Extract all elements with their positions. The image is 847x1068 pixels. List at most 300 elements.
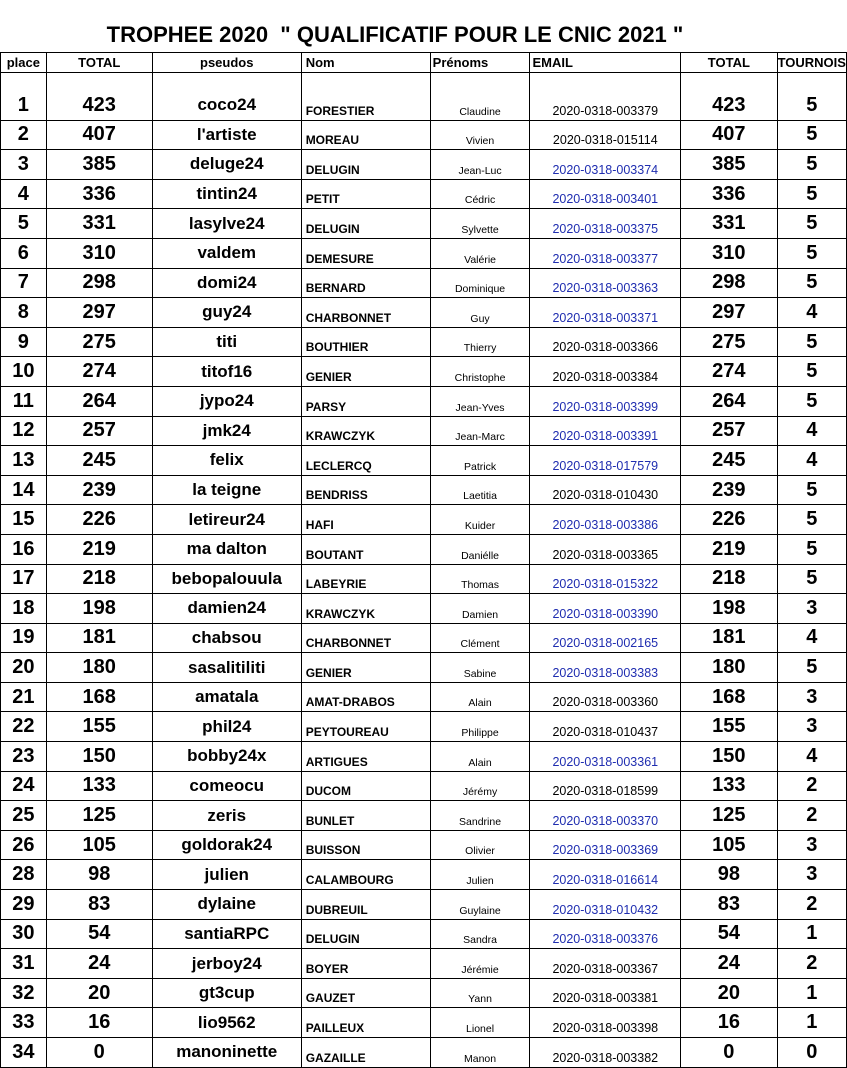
nom-cell: BUISSON [301,830,430,860]
email-cell: 2020-0318-015322 [530,564,681,594]
page-title: TROPHEE 2020 " QUALIFICATIF POUR LE CNIC 2021 " [106,22,684,47]
email-cell: 2020-0318-003399 [530,386,681,416]
total-2-cell: 310 [681,238,777,268]
tournois-cell: 3 [777,682,846,712]
total-cell: 54 [46,919,152,949]
tournois-cell: 5 [777,534,846,564]
prenom-cell: Laetitia [430,475,530,505]
total-2-cell: 274 [681,357,777,387]
table-row [1,742,847,772]
prenom-cell: Clément [430,623,530,653]
pseudo-cell: gt3cup [152,978,301,1008]
email-cell: 2020-0318-003375 [530,209,681,239]
place-cell: 21 [1,682,47,712]
email-cell: 2020-0318-003390 [530,594,681,624]
pseudo-cell: manoninette [152,1038,301,1068]
place-cell: 22 [1,712,47,742]
nom-cell: LECLERCQ [301,446,430,476]
pseudo-cell: damien24 [152,594,301,624]
total-2-cell: 133 [681,771,777,801]
prenom-cell: Guy [430,298,530,328]
spacer-cell [301,73,430,92]
table-row [1,860,847,890]
email-cell: 2020-0318-003398 [530,1008,681,1038]
prenom-cell: Jean-Yves [430,386,530,416]
nom-cell: CALAMBOURG [301,860,430,890]
place-cell: 2 [1,120,47,150]
tournois-cell: 4 [777,298,846,328]
prenom-cell: Philippe [430,712,530,742]
table-body [1,91,847,1067]
nom-cell: DUCOM [301,771,430,801]
table-row [1,238,847,268]
pseudo-cell: la teigne [152,475,301,505]
table-row [1,653,847,683]
prenom-cell: Dominique [430,268,530,298]
place-cell: 29 [1,890,47,920]
pseudo-cell: goldorak24 [152,830,301,860]
header-prenoms: Prénoms [430,53,530,73]
total-2-cell: 219 [681,534,777,564]
place-cell: 13 [1,446,47,476]
pseudo-cell: comeocu [152,771,301,801]
nom-cell: GAUZET [301,978,430,1008]
prenom-cell: Sylvette [430,209,530,239]
header-place: place [1,53,47,73]
tournois-cell: 4 [777,446,846,476]
nom-cell: BERNARD [301,268,430,298]
email-cell: 2020-0318-003367 [530,949,681,979]
email-cell: 2020-0318-003386 [530,505,681,535]
total-2-cell: 257 [681,416,777,446]
place-cell: 32 [1,978,47,1008]
total-2-cell: 297 [681,298,777,328]
table-row [1,416,847,446]
prenom-cell: Guylaine [430,890,530,920]
total-2-cell: 98 [681,860,777,890]
total-2-cell: 24 [681,949,777,979]
place-cell: 15 [1,505,47,535]
total-cell: 310 [46,238,152,268]
table-row [1,120,847,150]
nom-cell: GAZAILLE [301,1038,430,1068]
nom-cell: PEYTOUREAU [301,712,430,742]
table-row [1,830,847,860]
header-total-2: TOTAL [681,53,777,73]
place-cell: 31 [1,949,47,979]
tournois-cell: 2 [777,801,846,831]
total-cell: 274 [46,357,152,387]
pseudo-cell: titof16 [152,357,301,387]
nom-cell: ARTIGUES [301,742,430,772]
nom-cell: PAILLEUX [301,1008,430,1038]
pseudo-cell: phil24 [152,712,301,742]
prenom-cell: Alain [430,682,530,712]
table-row [1,771,847,801]
prenom-cell: Julien [430,860,530,890]
nom-cell: AMAT-DRABOS [301,682,430,712]
total-cell: 331 [46,209,152,239]
total-cell: 336 [46,179,152,209]
total-cell: 180 [46,653,152,683]
total-cell: 125 [46,801,152,831]
tournois-cell: 5 [777,120,846,150]
email-cell: 2020-0318-018599 [530,771,681,801]
place-cell: 18 [1,594,47,624]
nom-cell: CHARBONNET [301,623,430,653]
table-row [1,890,847,920]
total-2-cell: 264 [681,386,777,416]
prenom-cell: Cédric [430,179,530,209]
nom-cell: BOUTHIER [301,327,430,357]
header-spacer-row [1,73,847,92]
place-cell: 4 [1,179,47,209]
total-cell: 245 [46,446,152,476]
total-2-cell: 423 [681,91,777,120]
email-cell: 2020-0318-003371 [530,298,681,328]
tournois-cell: 5 [777,505,846,535]
email-cell: 2020-0318-003381 [530,978,681,1008]
prenom-cell: Jean-Luc [430,150,530,180]
nom-cell: HAFI [301,505,430,535]
spacer-cell [777,73,846,92]
email-cell: 2020-0318-003391 [530,416,681,446]
place-cell: 14 [1,475,47,505]
table-row [1,150,847,180]
total-2-cell: 336 [681,179,777,209]
header-tournois: TOURNOIS [777,53,846,73]
total-2-cell: 198 [681,594,777,624]
prenom-cell: Olivier [430,830,530,860]
pseudo-cell: julien [152,860,301,890]
email-cell: 2020-0318-003379 [530,91,681,120]
total-cell: 239 [46,475,152,505]
total-cell: 264 [46,386,152,416]
email-cell: 2020-0318-010437 [530,712,681,742]
nom-cell: GENIER [301,653,430,683]
table-row [1,712,847,742]
place-cell: 30 [1,919,47,949]
nom-cell: GENIER [301,357,430,387]
total-2-cell: 16 [681,1008,777,1038]
table-row [1,594,847,624]
email-cell: 2020-0318-017579 [530,446,681,476]
total-cell: 105 [46,830,152,860]
tournois-cell: 5 [777,179,846,209]
table-row [1,1038,847,1068]
place-cell: 5 [1,209,47,239]
spacer-cell [681,73,777,92]
table-row [1,386,847,416]
total-cell: 218 [46,564,152,594]
place-cell: 3 [1,150,47,180]
pseudo-cell: titi [152,327,301,357]
table-header-row [1,53,847,73]
place-cell: 33 [1,1008,47,1038]
total-2-cell: 20 [681,978,777,1008]
prenom-cell: Thierry [430,327,530,357]
pseudo-cell: zeris [152,801,301,831]
tournois-cell: 5 [777,209,846,239]
table-row [1,564,847,594]
table-row [1,91,847,120]
nom-cell: DELUGIN [301,150,430,180]
pseudo-cell: tintin24 [152,179,301,209]
pseudo-cell: chabsou [152,623,301,653]
nom-cell: KRAWCZYK [301,594,430,624]
spacer-cell [1,73,47,92]
tournois-cell: 5 [777,91,846,120]
pseudo-cell: sasalitiliti [152,653,301,683]
tournois-cell: 3 [777,712,846,742]
pseudo-cell: bobby24x [152,742,301,772]
total-cell: 83 [46,890,152,920]
email-cell: 2020-0318-003370 [530,801,681,831]
pseudo-cell: domi24 [152,268,301,298]
tournois-cell: 4 [777,623,846,653]
prenom-cell: Claudine [430,91,530,120]
tournois-cell: 5 [777,653,846,683]
place-cell: 34 [1,1038,47,1068]
prenom-cell: Valérie [430,238,530,268]
nom-cell: MOREAU [301,120,430,150]
nom-cell: DUBREUIL [301,890,430,920]
table-row [1,919,847,949]
nom-cell: BUNLET [301,801,430,831]
total-cell: 181 [46,623,152,653]
place-cell: 9 [1,327,47,357]
email-cell: 2020-0318-016614 [530,860,681,890]
total-2-cell: 54 [681,919,777,949]
email-cell: 2020-0318-010430 [530,475,681,505]
prenom-cell: Sandra [430,919,530,949]
tournois-cell: 5 [777,357,846,387]
email-cell: 2020-0318-003369 [530,830,681,860]
email-cell: 2020-0318-010432 [530,890,681,920]
header-email: EMAIL [530,53,681,73]
tournois-cell: 1 [777,919,846,949]
place-cell: 7 [1,268,47,298]
total-cell: 298 [46,268,152,298]
spacer-cell [530,73,681,92]
total-2-cell: 245 [681,446,777,476]
email-cell: 2020-0318-003401 [530,179,681,209]
email-cell: 2020-0318-003360 [530,682,681,712]
prenom-cell: Sandrine [430,801,530,831]
tournois-cell: 2 [777,949,846,979]
pseudo-cell: lasylve24 [152,209,301,239]
nom-cell: BENDRISS [301,475,430,505]
table-row [1,623,847,653]
prenom-cell: Kuider [430,505,530,535]
table-row [1,505,847,535]
nom-cell: DEMESURE [301,238,430,268]
spacer-cell [430,73,530,92]
total-cell: 226 [46,505,152,535]
total-cell: 155 [46,712,152,742]
total-cell: 219 [46,534,152,564]
pseudo-cell: letireur24 [152,505,301,535]
total-2-cell: 150 [681,742,777,772]
header-pseudos: pseudos [152,53,301,73]
total-2-cell: 181 [681,623,777,653]
pseudo-cell: guy24 [152,298,301,328]
place-cell: 24 [1,771,47,801]
table-row [1,682,847,712]
place-cell: 26 [1,830,47,860]
place-cell: 16 [1,534,47,564]
total-cell: 24 [46,949,152,979]
tournois-cell: 0 [777,1038,846,1068]
table-row [1,978,847,1008]
email-cell: 2020-0318-003377 [530,238,681,268]
table-row [1,209,847,239]
total-cell: 150 [46,742,152,772]
nom-cell: BOUTANT [301,534,430,564]
nom-cell: PARSY [301,386,430,416]
nom-cell: FORESTIER [301,91,430,120]
table-row [1,298,847,328]
table-row [1,357,847,387]
nom-cell: CHARBONNET [301,298,430,328]
spacer-cell [152,73,301,92]
place-cell: 19 [1,623,47,653]
total-2-cell: 385 [681,150,777,180]
place-cell: 17 [1,564,47,594]
pseudo-cell: jypo24 [152,386,301,416]
header-nom: Nom [301,53,430,73]
table-row [1,534,847,564]
table-row [1,327,847,357]
email-cell: 2020-0318-003374 [530,150,681,180]
prenom-cell: Alain [430,742,530,772]
tournois-cell: 4 [777,416,846,446]
pseudo-cell: santiaRPC [152,919,301,949]
place-cell: 10 [1,357,47,387]
total-2-cell: 298 [681,268,777,298]
email-cell: 2020-0318-003363 [530,268,681,298]
total-cell: 198 [46,594,152,624]
total-2-cell: 407 [681,120,777,150]
pseudo-cell: amatala [152,682,301,712]
total-2-cell: 0 [681,1038,777,1068]
nom-cell: KRAWCZYK [301,416,430,446]
email-cell: 2020-0318-002165 [530,623,681,653]
prenom-cell: Jean-Marc [430,416,530,446]
email-cell: 2020-0318-003376 [530,919,681,949]
nom-cell: BOYER [301,949,430,979]
pseudo-cell: deluge24 [152,150,301,180]
place-cell: 1 [1,91,47,120]
prenom-cell: Yann [430,978,530,1008]
total-2-cell: 105 [681,830,777,860]
tournois-cell: 3 [777,830,846,860]
pseudo-cell: coco24 [152,91,301,120]
place-cell: 20 [1,653,47,683]
tournois-cell: 4 [777,742,846,772]
total-cell: 275 [46,327,152,357]
pseudo-cell: lio9562 [152,1008,301,1038]
tournois-cell: 2 [777,890,846,920]
total-cell: 257 [46,416,152,446]
total-2-cell: 218 [681,564,777,594]
tournois-cell: 5 [777,238,846,268]
total-cell: 16 [46,1008,152,1038]
total-cell: 20 [46,978,152,1008]
total-2-cell: 180 [681,653,777,683]
place-cell: 12 [1,416,47,446]
pseudo-cell: jmk24 [152,416,301,446]
prenom-cell: Patrick [430,446,530,476]
pseudo-cell: jerboy24 [152,949,301,979]
place-cell: 23 [1,742,47,772]
prenom-cell: Daniélle [430,534,530,564]
place-cell: 8 [1,298,47,328]
pseudo-cell: ma dalton [152,534,301,564]
prenom-cell: Christophe [430,357,530,387]
nom-cell: LABEYRIE [301,564,430,594]
prenom-cell: Jérémie [430,949,530,979]
prenom-cell: Damien [430,594,530,624]
pseudo-cell: felix [152,446,301,476]
total-cell: 423 [46,91,152,120]
tournois-cell: 1 [777,1008,846,1038]
total-2-cell: 125 [681,801,777,831]
total-2-cell: 331 [681,209,777,239]
nom-cell: DELUGIN [301,919,430,949]
email-cell: 2020-0318-003361 [530,742,681,772]
prenom-cell: Lionel [430,1008,530,1038]
table-row [1,949,847,979]
prenom-cell: Thomas [430,564,530,594]
tournois-cell: 2 [777,771,846,801]
nom-cell: DELUGIN [301,209,430,239]
email-cell: 2020-0318-003382 [530,1038,681,1068]
email-cell: 2020-0318-003383 [530,653,681,683]
table-row [1,1008,847,1038]
total-cell: 168 [46,682,152,712]
total-2-cell: 275 [681,327,777,357]
total-2-cell: 155 [681,712,777,742]
place-cell: 6 [1,238,47,268]
place-cell: 11 [1,386,47,416]
ranking-table [0,52,847,1068]
header-total: TOTAL [46,53,152,73]
tournois-cell: 5 [777,327,846,357]
pseudo-cell: l'artiste [152,120,301,150]
total-2-cell: 168 [681,682,777,712]
tournois-cell: 5 [777,564,846,594]
pseudo-cell: valdem [152,238,301,268]
tournois-cell: 1 [777,978,846,1008]
tournois-cell: 5 [777,150,846,180]
total-cell: 297 [46,298,152,328]
total-2-cell: 239 [681,475,777,505]
nom-cell: PETIT [301,179,430,209]
tournois-cell: 5 [777,475,846,505]
table-row [1,801,847,831]
pseudo-cell: dylaine [152,890,301,920]
place-cell: 28 [1,860,47,890]
table-row [1,179,847,209]
total-cell: 133 [46,771,152,801]
tournois-cell: 5 [777,268,846,298]
tournois-cell: 3 [777,860,846,890]
prenom-cell: Manon [430,1038,530,1068]
email-cell: 2020-0318-003366 [530,327,681,357]
total-cell: 407 [46,120,152,150]
email-cell: 2020-0318-015114 [530,120,681,150]
